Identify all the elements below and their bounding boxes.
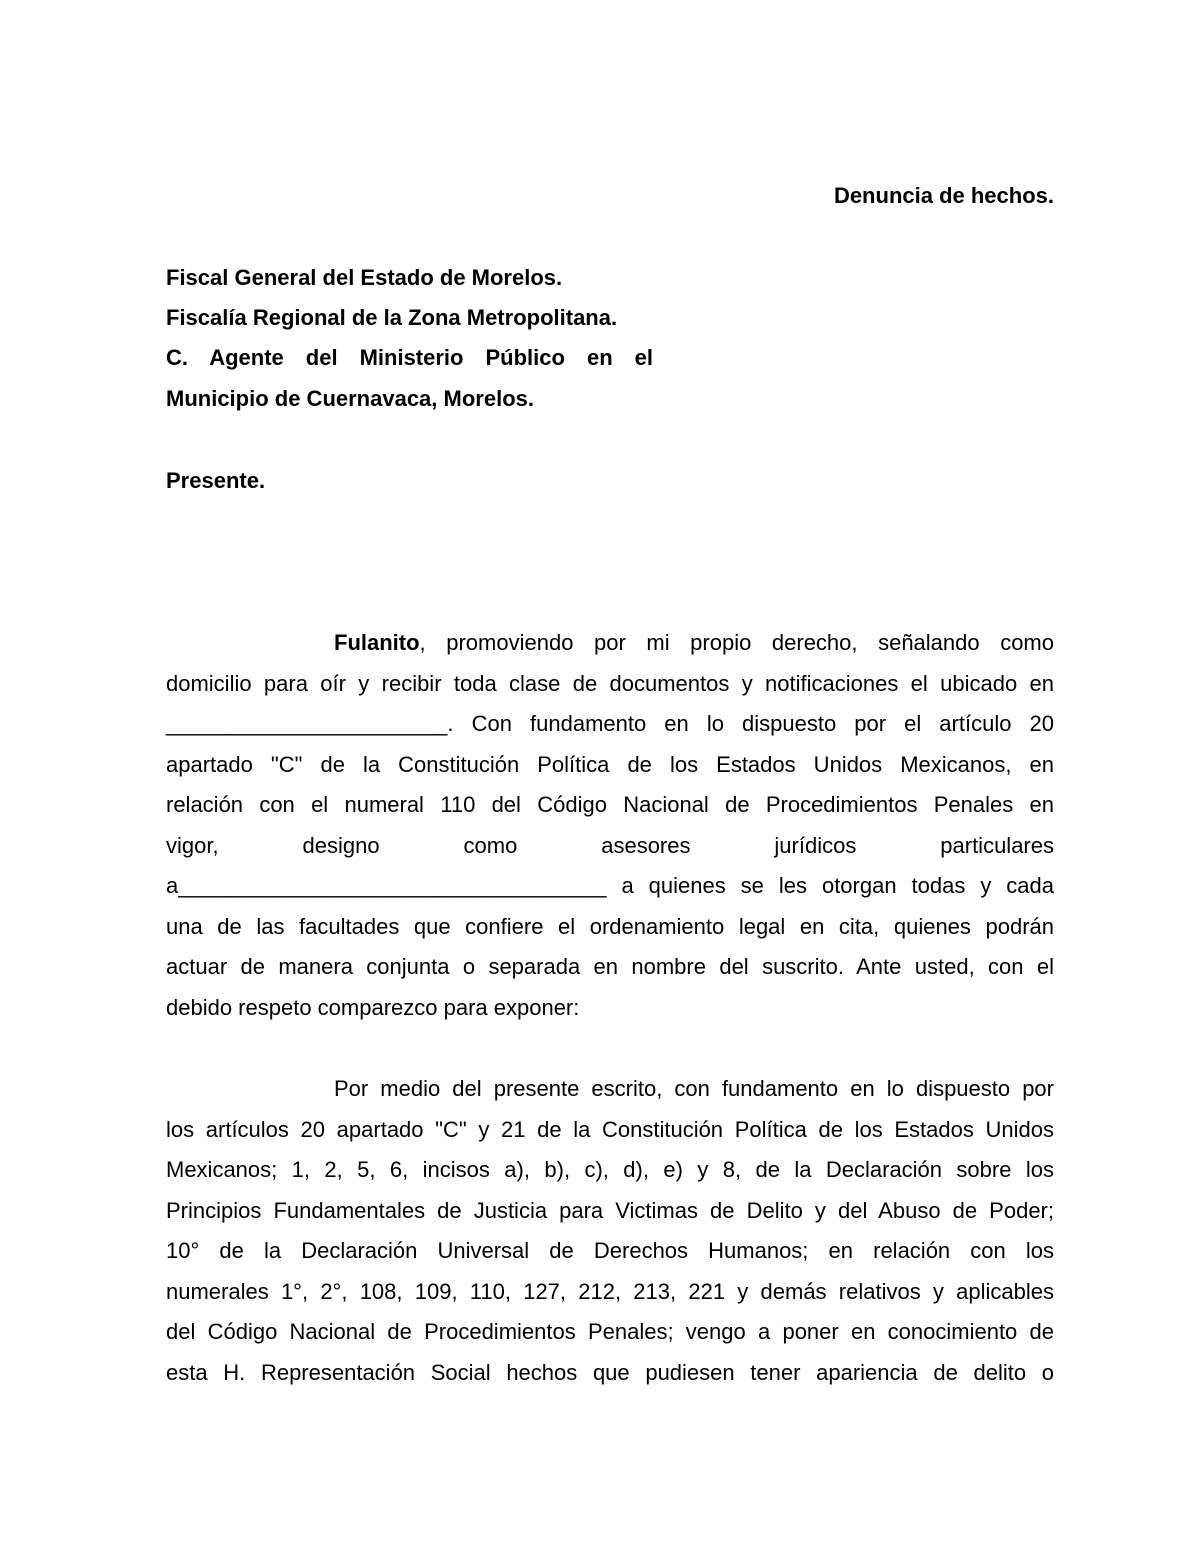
promovente-name: Fulanito: [334, 630, 420, 655]
paragraph1-line-6: vigor, designo como asesores jurídicos particulares: [166, 833, 1054, 858]
addressee-line-3: C. Agente del Ministerio Público en el: [166, 345, 653, 370]
addressee-line-1: Fiscal General del Estado de Morelos.: [166, 265, 563, 290]
paragraph2-line-4: Principios Fundamentales de Justicia para Victimas de Delito y del Abuso de Poder;: [166, 1198, 1054, 1223]
paragraph2-line-1: Por medio del presente escrito, con fundamento en lo dispuesto por: [334, 1076, 1054, 1101]
paragraph1-line-9: actuar de manera conjunta o separada en nombre del suscrito. Ante usted, con el: [166, 954, 1054, 979]
paragraph2-line-7: del Código Nacional de Procedimientos Penales; vengo a poner en conocimiento de: [166, 1319, 1054, 1344]
paragraph1-line-4: apartado "C" de la Constitución Política de los Estados Unidos Mexicanos, en: [166, 752, 1054, 777]
paragraph1-line-2: domicilio para oír y recibir toda clase de documentos y notificaciones el ubicado en: [166, 671, 1054, 696]
paragraph1-line-10: debido respeto comparezco para exponer:: [166, 995, 580, 1020]
paragraph2-line-6: numerales 1°, 2°, 108, 109, 110, 127, 212, 213, 221 y demás relativos y aplicables: [166, 1279, 1054, 1304]
paragraph1-line-7: a___________________________________ a quienes se les otorgan todas y cada: [166, 873, 1054, 898]
paragraph1-line-5: relación con el numeral 110 del Código Nacional de Procedimientos Penales en: [166, 792, 1054, 817]
addressee-line-4: Municipio de Cuernavaca, Morelos.: [166, 386, 534, 411]
salutation: Presente.: [166, 468, 266, 493]
paragraph1-line-1: Fulanito, promoviendo por mi propio derecho, señalando como: [334, 630, 1054, 655]
paragraph2-line-8: esta H. Representación Social hechos que pudiesen tener apariencia de delito o: [166, 1360, 1054, 1385]
paragraph2-line-2: los artículos 20 apartado "C" y 21 de la Constitución Política de los Estados Unidos: [166, 1117, 1054, 1142]
paragraph2-line-3: Mexicanos; 1, 2, 5, 6, incisos a), b), c), d), e) y 8, de la Declaración sobre los: [166, 1157, 1054, 1182]
addressee-line-2: Fiscalía Regional de la Zona Metropolitana.: [166, 305, 618, 330]
paragraph1-line-8: una de las facultades que confiere el ordenamiento legal en cita, quienes podrán: [166, 914, 1054, 939]
paragraph2-line-5: 10° de la Declaración Universal de Derechos Humanos; en relación con los: [166, 1238, 1054, 1263]
paragraph1-line-3: _______________________. Con fundamento en lo dispuesto por el artículo 20: [166, 711, 1054, 736]
document-title: Denuncia de hechos.: [833, 183, 1054, 208]
